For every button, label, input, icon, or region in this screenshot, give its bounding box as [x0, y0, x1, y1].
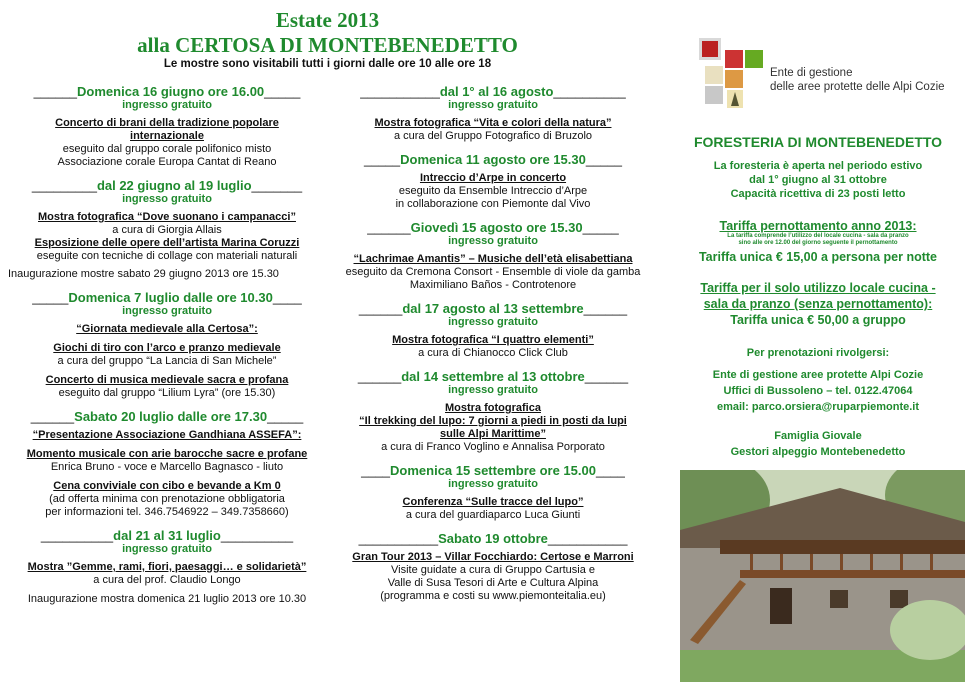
header-rule-right: __________ [220, 528, 294, 543]
event-block [334, 220, 652, 301]
tariff-kitchen-value: Tariffa unica € 50,00 a gruppo [730, 313, 906, 327]
header-rule-left: ______ [358, 301, 403, 316]
tariff-kitchen-title-1: Tariffa per il solo utilizzo locale cucina - [700, 281, 936, 295]
event-title: Gran Tour 2013 – Villar Focchiardo: Certose e Marroni [352, 551, 634, 563]
org-line-2: delle aree protette delle Alpi Cozie [770, 81, 945, 93]
event-block [334, 152, 652, 220]
event-title: Concerto di brani della tradizione popolare [55, 117, 279, 129]
event-detail: a cura di Franco Voglino e Annalisa Porporato [381, 441, 605, 453]
admission-free: ingresso gratuito [448, 99, 538, 111]
event-block [8, 290, 326, 409]
event-detail: a cura del gruppo “La Lancia di San Michele” [57, 355, 277, 367]
tariff-note-1: La tariffa comprende l’utilizzo del locale cucina - sala da pranzo [727, 233, 909, 239]
header-rule-right: ____ [595, 463, 625, 478]
foresteria-building-photo [680, 470, 965, 682]
event-detail: Inaugurazione mostre sabato 29 giugno 2013 ore 15.30 [8, 268, 279, 280]
header-rule-right: _____ [585, 152, 622, 167]
event-title: Cena conviviale con cibo e bevande a Km 0 [53, 480, 281, 492]
event-detail: eseguite con tecniche di collage con materiali naturali [36, 250, 298, 262]
event-title: Esposizione delle opere dell’artista Marina Coruzzi [34, 237, 300, 249]
event-block [334, 531, 652, 612]
event-block [8, 409, 326, 528]
event-date-header [334, 152, 652, 167]
event-date-header [8, 178, 326, 193]
managers [668, 428, 968, 460]
admission-free: ingresso gratuito [122, 99, 212, 111]
header-rule-right: __________ [553, 84, 626, 99]
event-block [334, 369, 652, 463]
event-date-header [334, 463, 652, 478]
event-date: dal 17 agosto al 13 settembre [402, 301, 584, 316]
event-title: Mostra fotografica “Dove suonano i campanacci” [38, 211, 296, 223]
page-subtitle-venue: alla CERTOSA DI MONTEBENEDETTO [137, 33, 518, 57]
page-title: Estate 2013 [275, 8, 380, 32]
event-detail: Maximiliano Baños - Controtenore [409, 279, 577, 291]
event-title: internazionale [130, 130, 204, 142]
tariff-kitchen [668, 280, 968, 328]
event-block [8, 178, 326, 290]
admission-free: ingresso gratuito [122, 543, 212, 555]
booking-line-2: Uffici di Bussoleno – tel. 0122.47064 [723, 385, 913, 397]
event-title: sulle Alpi Marittime” [440, 428, 546, 440]
event-detail: Visite guidate a cura di Gruppo Cartusia e [390, 564, 596, 576]
booking-line-1: Ente di gestione aree protette Alpi Cozie [712, 369, 924, 381]
managers-role: Gestori alpeggio Montebenedetto [730, 446, 906, 458]
event-date: dal 22 giugno al 19 luglio [96, 178, 252, 193]
header-rule-left: _________ [31, 178, 97, 193]
event-date: Domenica 16 giugno ore 16.00 [77, 84, 265, 99]
tariff-overnight-title: Tariffa pernottamento anno 2013: [719, 219, 917, 233]
opening-line-1: La foresteria è aperta nel periodo estivo [713, 160, 923, 172]
header-rule-right: ___________ [547, 531, 628, 546]
event-detail: Inaugurazione mostra domenica 21 luglio 2013 ore 10.30 [27, 593, 307, 605]
organization-name [770, 66, 945, 94]
event-title: “Presentazione Associazione Gandhiana ASSEFA”: [32, 429, 302, 441]
event-detail: eseguito da Ensemble Intreccio d’Arpe [398, 185, 588, 197]
header-rule-left: __________ [40, 528, 114, 543]
opening-line-2: dal 1° giugno al 31 ottobre [749, 174, 887, 186]
header-rule-right: ______ [584, 369, 629, 384]
header-rule-right: _____ [264, 84, 301, 99]
admission-free: ingresso gratuito [448, 316, 538, 328]
event-detail: (ad offerta minima con prenotazione obbligatoria [49, 493, 285, 505]
managers-family: Famiglia Giovale [774, 430, 862, 442]
header-rule-left: ______ [367, 220, 411, 235]
event-detail: eseguito da Cremona Consort - Ensemble di viole da gamba [345, 266, 641, 278]
header-rule-left: _____ [32, 290, 69, 305]
event-detail: a cura di Giorgia Allais [112, 224, 222, 236]
tariff-overnight-value: Tariffa unica € 15,00 a persona per notte [698, 250, 938, 264]
header-rule-right: ______ [583, 301, 628, 316]
event-block [8, 528, 326, 615]
regione-park-logo-icon [697, 36, 767, 112]
event-date-header [334, 369, 652, 384]
event-title: “Giornata medievale alla Certosa”: [76, 323, 258, 335]
event-detail: eseguito dal gruppo “Lilium Lyra” (ore 15.30) [58, 387, 276, 399]
event-title: Momento musicale con arie barocche sacre e profane [26, 448, 308, 460]
event-date: Domenica 7 luglio dalle ore 10.30 [68, 290, 273, 305]
event-date-header [8, 290, 326, 305]
event-date-header [334, 531, 652, 546]
tariff-kitchen-title-2: sala da pranzo (senza pernottamento): [703, 297, 933, 311]
event-title: Mostra fotografica “Vita e colori della natura” [374, 117, 612, 129]
booking-info [668, 345, 968, 415]
event-title: Giochi di tiro con l’arco e pranzo medievale [53, 342, 281, 354]
foresteria-opening [668, 159, 968, 201]
org-line-1: Ente di gestione [770, 67, 853, 79]
header-rule-right: _____ [582, 220, 619, 235]
event-detail: per informazioni tel. 346.7546922 – 349.7358660) [45, 506, 289, 518]
event-date: Domenica 15 settembre ore 15.00 [390, 463, 596, 478]
event-title: Intreccio d’Arpe in concerto [419, 172, 567, 184]
header-rule-left: ______ [33, 84, 78, 99]
event-detail: a cura del prof. Claudio Longo [93, 574, 241, 586]
admission-free: ingresso gratuito [448, 384, 538, 396]
booking-title: Per prenotazioni rivolgersi: [746, 347, 890, 359]
event-date-header [334, 220, 652, 235]
event-date-header [334, 301, 652, 316]
event-detail: Enrica Bruno - voce e Marcello Bagnasco - liuto [50, 461, 284, 473]
event-title: Mostra fotografica “I quattro elementi” [392, 334, 594, 346]
event-detail: a cura del guardiaparco Luca Giunti [405, 509, 581, 521]
event-date: Giovedì 15 agosto ore 15.30 [410, 220, 583, 235]
header-rule-right: ____ [272, 290, 302, 305]
header-rule-left: ______ [357, 369, 402, 384]
admission-free: ingresso gratuito [122, 305, 212, 317]
event-block [334, 463, 652, 531]
opening-line-3: Capacità ricettiva di 23 posti letto [730, 188, 906, 200]
admission-free: ingresso gratuito [122, 193, 212, 205]
events-column-left [8, 84, 326, 615]
header-rule-right: _____ [267, 409, 304, 424]
event-title: “Lachrimae Amantis” – Musiche dell’età elisabettiana [353, 253, 633, 265]
event-title: Mostra fotografica [445, 402, 541, 414]
event-date: Sabato 19 ottobre [438, 531, 548, 546]
header-rule-left: ___________ [360, 84, 440, 99]
event-date: dal 14 settembre al 13 ottobre [401, 369, 585, 384]
header-rule-left: ____ [361, 463, 391, 478]
admission-free: ingresso gratuito [448, 235, 538, 247]
admission-free: ingresso gratuito [448, 478, 538, 490]
event-date: Domenica 11 agosto ore 15.30 [400, 152, 586, 167]
event-block [334, 301, 652, 369]
event-block [8, 84, 326, 178]
header-rule-left: ______ [30, 409, 75, 424]
tariff-note-2: sino alle ore 12.00 del giorno seguente il pernottamento [738, 240, 898, 246]
event-detail: in collaborazione con Piemonte dal Vivo [395, 198, 591, 210]
foresteria-title: FORESTERIA DI MONTEBENEDETTO [693, 134, 943, 150]
booking-email: email: parco.orsiera@ruparpiemonte.it [716, 401, 920, 413]
tariff-overnight [668, 219, 968, 264]
event-title: Conferenza “Sulle tracce del lupo” [402, 496, 584, 508]
event-date: dal 21 al 31 luglio [113, 528, 221, 543]
event-detail: a cura di Chianocco Click Club [418, 347, 568, 359]
event-date-header [334, 84, 652, 99]
event-date: dal 1° al 16 agosto [439, 84, 554, 99]
event-detail: a cura del Gruppo Fotografico di Bruzolo [393, 130, 593, 142]
header-rule-left: ___________ [358, 531, 439, 546]
event-detail: eseguito dal gruppo corale polifonico misto [62, 143, 272, 155]
event-detail: (programma e costi su www.piemonteitalia.eu) [380, 590, 606, 602]
event-date: Sabato 20 luglio dalle ore 17.30 [74, 409, 268, 424]
header-rule-left: _____ [363, 152, 401, 167]
event-title: Mostra ”Gemme, rami, fiori, paesaggi… e solidarietà” [27, 561, 307, 573]
event-block [334, 84, 652, 152]
event-detail: Associazione corale Europa Cantat di Reano [57, 156, 277, 168]
event-date-header [8, 409, 326, 424]
event-title: “Il trekking del lupo: 7 giorni a piedi in posti da lupi [359, 415, 627, 427]
event-detail: Valle di Susa Tesori di Arte e Cultura Alpina [387, 577, 599, 589]
header-rule-right: _______ [251, 178, 303, 193]
events-column-middle [334, 84, 652, 612]
opening-hours-note: Le mostre sono visitabili tutti i giorni dalle ore 10 alle ore 18 [163, 58, 492, 70]
event-date-header [8, 528, 326, 543]
event-title: Concerto di musica medievale sacra e profana [45, 374, 289, 386]
event-date-header [8, 84, 326, 99]
